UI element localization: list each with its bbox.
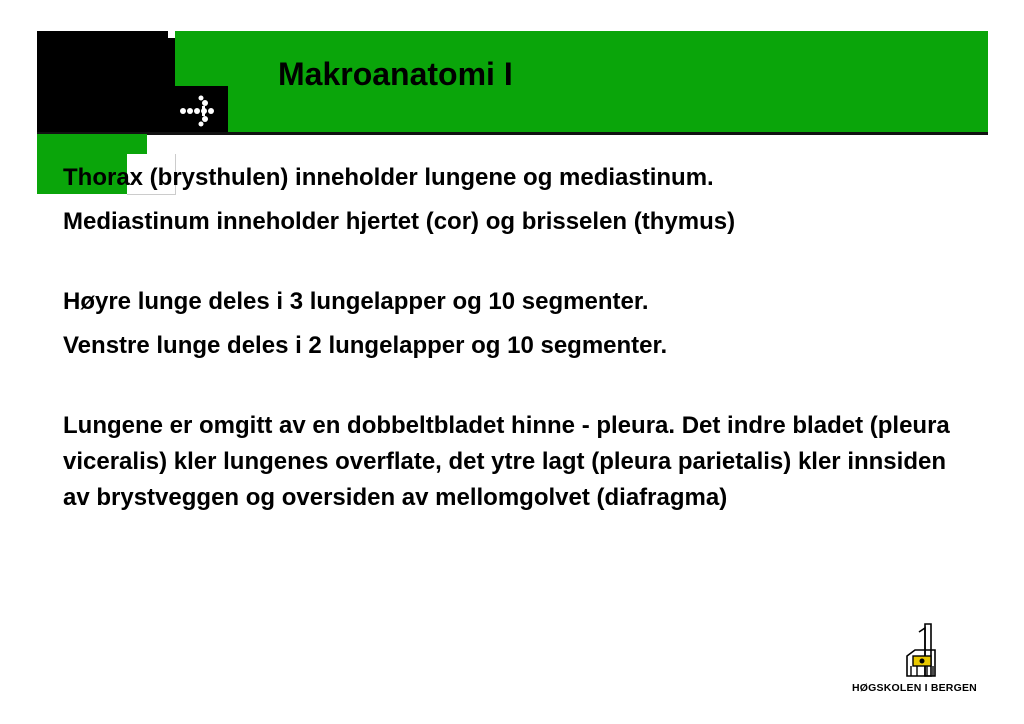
college-building-logo-icon	[905, 622, 939, 678]
header-underline	[37, 132, 988, 135]
slide-body	[63, 160, 963, 516]
dotted-arrow-right-icon	[178, 95, 222, 127]
slide-title: Makroanatomi I	[278, 56, 513, 92]
college-logo-text: HØGSKOLEN I BERGEN	[852, 682, 977, 694]
paragraph-mediastinum: Mediastinum inneholder hjertet (cor) og brisselen (thymus)	[63, 208, 736, 235]
decor-green-square-small	[127, 134, 147, 154]
paragraph-right-lung: Høyre lunge deles i 3 lungelapper og 10 segmenter.	[63, 288, 649, 315]
paragraph-left-lung: Venstre lunge deles i 2 lungelapper og 10 segmenter.	[63, 332, 668, 359]
header-black-block	[37, 31, 175, 134]
paragraph-pleura: Lungene er omgitt av en dobbeltbladet hinne - pleura. Det indre bladet (pleura viceralis) kler lungenes overflate, det ytre lagt (pleura parietalis) kler innsiden av brystveggen og oversiden av mellomgolvet (diafragma)	[63, 412, 950, 511]
header-notch	[168, 31, 175, 38]
paragraph-thorax: Thorax (brysthulen) inneholder lungene og mediastinum.	[63, 164, 714, 191]
